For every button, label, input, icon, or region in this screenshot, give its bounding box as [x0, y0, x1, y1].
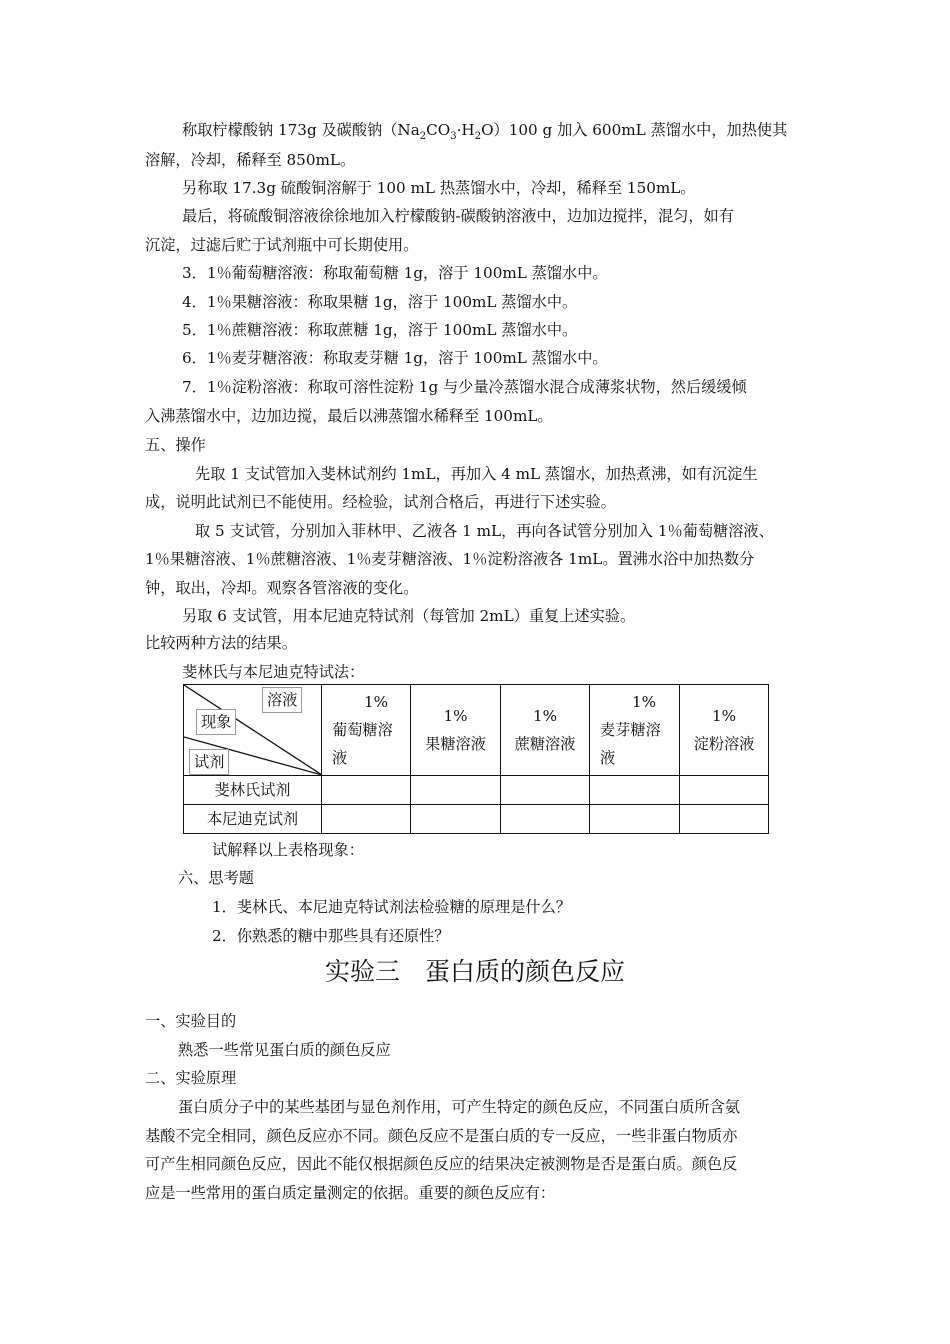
- table-cell: [322, 805, 411, 834]
- paragraph-line: 溶解，冷却，稀释至 850mL。: [145, 151, 356, 169]
- table-cell: [501, 776, 590, 805]
- paragraph-line: 可产生相同颜色反应，因此不能仅根据颜色反应的结果决定被测物是否是蛋白质。颜色反: [145, 1155, 738, 1173]
- experiment-title: 实验三 蛋白质的颜色反应: [324, 957, 625, 986]
- row-label: 斐林氏试剂: [184, 776, 322, 805]
- table-row: [184, 805, 769, 834]
- table-cell: [680, 776, 769, 805]
- list-item: 4．1％果糖溶液：称取果糖 1g，溶于 100mL 蒸馏水中。: [182, 293, 578, 311]
- corner-label-solution: 溶液: [262, 687, 302, 713]
- paragraph-line: 沉淀，过滤后贮于试剂瓶中可长期使用。: [145, 236, 419, 254]
- paragraph-line: 另取 6 支试管，用本尼迪克特试剂（每管加 2mL）重复上述实验。: [182, 607, 636, 625]
- section-heading: 二、实验原理: [145, 1069, 237, 1087]
- paragraph-line: 另称取 17.3g 硫酸铜溶解于 100 mL 热蒸馏水中，冷却，稀释至 150mL。: [182, 179, 696, 197]
- list-item: 3．1％葡萄糖溶液：称取葡萄糖 1g，溶于 100mL 蒸馏水中。: [182, 264, 608, 282]
- paragraph-line: 称取柠檬酸钠 173g 及碳酸钠$(Na_2CO_3\cdot H_2O)100$ g 加入 600mL 蒸馏水中，加热使其: [182, 121, 788, 142]
- question-item: 1．斐林氏、本尼迪克特试剂法检验糖的原理是什么？: [212, 898, 571, 916]
- list-item: 6．1％麦芽糖溶液：称取麦芽糖 1g，溶于 100mL 蒸馏水中。: [182, 349, 608, 367]
- section-heading: 五、操作: [145, 436, 206, 454]
- column-header: 1% 蔗糖溶液: [501, 685, 590, 776]
- list-item: 7．1％淀粉溶液：称取可溶性淀粉 1g 与少量冷蒸馏水混合成薄浆状物，然后缓缓倾: [182, 378, 747, 396]
- table-cell: [322, 776, 411, 805]
- list-item: 5．1％蔗糖溶液：称取蔗糖 1g，溶于 100mL 蒸馏水中。: [182, 321, 578, 339]
- column-header: 1% 果糖溶液: [411, 685, 501, 776]
- section-heading: 一、实验目的: [145, 1012, 237, 1030]
- paragraph-line: 基酸不完全相同，颜色反应亦不同。颜色反应不是蛋白质的专一反应，一些非蛋白物质亦: [145, 1127, 738, 1145]
- paragraph-line: 蛋白质分子中的某些基团与显色剂作用，可产生特定的颜色反应，不同蛋白质所含氨: [178, 1098, 740, 1116]
- table-header-row: [184, 685, 769, 776]
- table-row: [184, 776, 769, 805]
- list-item: 入沸蒸馏水中，边加边搅，最后以沸蒸馏水稀释至 100mL。: [145, 407, 553, 425]
- paragraph-line: 成，说明此试剂已不能使用。经检验，试剂合格后，再进行下述实验。: [145, 493, 616, 511]
- paragraph-line: 1％果糖溶液、1％蔗糖溶液、1％麦芽糖溶液、1％淀粉溶液各 1mL。置沸水浴中加热数分: [145, 550, 755, 568]
- table-cell: [590, 776, 680, 805]
- corner-cell: [184, 685, 322, 776]
- paragraph-line: 最后，将硫酸铜溶液徐徐地加入柠檬酸钠-碳酸钠溶液中，边加边搅拌，混匀，如有: [182, 207, 734, 225]
- comparison-table: [183, 684, 769, 834]
- corner-label-reagent: 试剂: [189, 749, 229, 775]
- question-item: 2．你熟悉的糖中那些具有还原性？: [212, 927, 450, 945]
- paragraph-line: 取 5 支试管，分别加入菲林甲、乙液各 1 mL，再向各试管分别加入 1％葡萄糖溶液、: [195, 522, 774, 540]
- table-caption: 斐林氏与本尼迪克特试法：: [182, 663, 365, 681]
- column-header: 1% 淀粉溶液: [680, 685, 769, 776]
- column-header: 1% 麦芽糖溶 液: [590, 685, 680, 776]
- table-cell: [680, 805, 769, 834]
- corner-label-phenomenon: 现象: [196, 709, 236, 735]
- table-cell: [411, 776, 501, 805]
- table-cell: [411, 805, 501, 834]
- paragraph-line: 先取 1 支试管加入斐林试剂约 1mL，再加入 4 mL 蒸馏水，加热煮沸，如有沉淀生: [195, 465, 758, 483]
- paragraph-line: 试解释以上表格现象：: [212, 841, 364, 859]
- table-cell: [590, 805, 680, 834]
- section-heading: 六、思考题: [178, 869, 254, 887]
- paragraph-line: 钟，取出，冷却。观察各管溶液的变化。: [145, 579, 419, 597]
- table-cell: [501, 805, 590, 834]
- paragraph-line: 比较两种方法的结果。: [145, 634, 297, 652]
- paragraph-line: 熟悉一些常见蛋白质的颜色反应: [178, 1041, 391, 1059]
- paragraph-line: 应是一些常用的蛋白质定量测定的依据。重要的颜色反应有：: [145, 1184, 556, 1202]
- row-label: 本尼迪克试剂: [184, 805, 322, 834]
- column-header: 1% 葡萄糖溶 液: [322, 685, 411, 776]
